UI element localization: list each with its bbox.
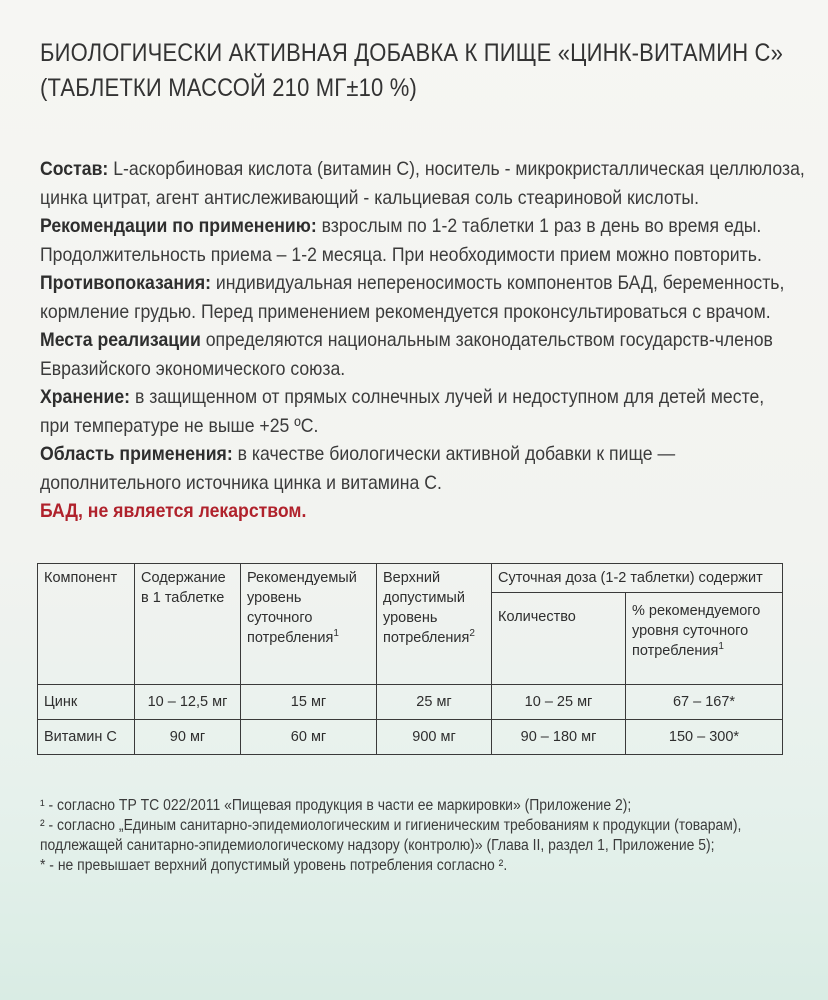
row-vitc-amount: 90 – 180 мг: [492, 720, 626, 755]
row-zinc-upper: 25 мг: [377, 685, 492, 720]
nutrition-table: [37, 563, 783, 755]
header-upper-l4: [383, 628, 485, 648]
usage-label: Рекомендации по применению:: [40, 215, 317, 237]
usage-line-1: [40, 212, 805, 241]
storage-text-1: в защищенном от прямых солнечных лучей и недоступном для детей месте,: [130, 386, 765, 408]
sales-text-2: Евразийского экономического союза.: [40, 357, 346, 380]
header-amount: Количество: [492, 593, 626, 685]
scope-text-1: в качестве биологически активной добавки к пище —: [232, 443, 676, 465]
contraindications-text-2: кормление грудью. Перед применением рекомендуется проконсультироваться с врачом.: [40, 300, 771, 323]
title-line-2: (ТАБЛЕТКИ МАССОЙ 210 МГ±10 %): [40, 74, 417, 102]
row-vitc-recommended: 60 мг: [241, 720, 377, 755]
contraindications-text-1: индивидуальная непереносимость компонентов БАД, беременность,: [211, 272, 785, 294]
row-zinc-recommended: 15 мг: [241, 685, 377, 720]
row-vitc-upper: 900 мг: [377, 720, 492, 755]
composition-line-1: [40, 155, 805, 184]
row-vitc-component: Витамин С: [38, 720, 135, 755]
composition-label: Состав:: [40, 158, 109, 180]
row-zinc-amount: 10 – 25 мг: [492, 685, 626, 720]
header-upper-l1: Верхний: [383, 570, 441, 586]
row-zinc-component: Цинк: [38, 685, 135, 720]
scope-label: Область применения:: [40, 443, 233, 465]
header-upper-l2: допустимый: [383, 590, 465, 606]
header-pct-l1: % рекомендуемого: [632, 603, 761, 619]
header-recommended-l4: [247, 628, 370, 648]
header-pct: [626, 593, 783, 685]
header-recommended-l4-text: потребления: [247, 630, 334, 646]
not-a-drug-warning: БАД, не является лекарством.: [40, 500, 307, 522]
product-info: [40, 155, 805, 526]
storage-text-2: при температуре не выше +25 ºС.: [40, 414, 319, 437]
header-daily-dose: Суточная доза (1-2 таблетки) содержит: [492, 564, 783, 593]
sales-text-1: определяются национальным законодательством государств-членов: [200, 329, 773, 351]
header-content-l1: Содержание: [141, 570, 226, 586]
row-zinc-content: 10 – 12,5 мг: [135, 685, 241, 720]
header-pct-sup: 1: [718, 641, 724, 653]
footnote-1: ¹ - согласно ТР ТС 022/2011 «Пищевая продукция в части ее маркировки» (Приложение 2);: [40, 797, 632, 814]
header-content-l2: в 1 таблетке: [141, 590, 225, 606]
header-recommended-l1: Рекомендуемый: [247, 570, 357, 586]
header-upper-l4-text: потребления: [383, 630, 470, 646]
storage-label: Хранение:: [40, 386, 131, 408]
table-row: [38, 720, 783, 755]
storage-line-1: [40, 383, 805, 412]
contraindications-line-1: [40, 269, 805, 298]
header-row-1: [38, 564, 783, 593]
title-line-1: БИОЛОГИЧЕСКИ АКТИВНАЯ ДОБАВКА К ПИЩЕ «ЦИНК-ВИТАМИН С»: [40, 39, 784, 67]
header-recommended: [241, 564, 377, 685]
row-zinc-pct: 67 – 167*: [626, 685, 783, 720]
row-vitc-pct: 150 – 300*: [626, 720, 783, 755]
footnote-3: * - не превышает верхний допустимый уровень потребления согласно ².: [40, 857, 508, 874]
sales-line-1: [40, 326, 805, 355]
header-pct-l3-text: потребления: [632, 643, 719, 659]
header-pct-l2: уровня суточного: [632, 623, 749, 639]
header-pct-l3: [632, 641, 776, 661]
contraindications-label: Противопоказания:: [40, 272, 212, 294]
usage-text-2: Продолжительность приема – 1-2 месяца. При необходимости прием можно повторить.: [40, 243, 762, 266]
row-vitc-content: 90 мг: [135, 720, 241, 755]
usage-text-1: взрослым по 1-2 таблетки 1 раз в день во время еды.: [316, 215, 762, 237]
table-row: [38, 685, 783, 720]
header-recommended-l2: уровень: [247, 590, 302, 606]
composition-text-1: L-аскорбиновая кислота (витамин С), носитель - микрокристаллическая целлюлоза,: [108, 158, 805, 180]
scope-text-2: дополнительного источника цинка и витамина С.: [40, 471, 442, 494]
header-recommended-sup: 1: [333, 628, 339, 640]
nutrition-table-wrap: [37, 563, 783, 755]
footnote-2a: ² - согласно „Единым санитарно-эпидемиологическим и гигиеническим требованиям к продукции (товарам),: [40, 817, 742, 834]
composition-text-2: цинка цитрат, агент антислеживающий - кальциевая соль стеариновой кислоты.: [40, 186, 700, 209]
product-title: [40, 36, 784, 106]
scope-line-1: [40, 440, 805, 469]
header-upper: [377, 564, 492, 685]
header-component: Компонент: [38, 564, 135, 685]
footnote-2b: подлежащей санитарно-эпидемиологическому надзору (контролю)» (Глава II, раздел 1, Приложение 5);: [40, 837, 715, 854]
header-upper-sup: 2: [469, 628, 475, 640]
header-upper-l3: уровень: [383, 610, 438, 626]
footnotes: [40, 796, 741, 876]
header-content: [135, 564, 241, 685]
header-recommended-l3: суточного: [247, 610, 313, 626]
sales-label: Места реализации: [40, 329, 201, 351]
